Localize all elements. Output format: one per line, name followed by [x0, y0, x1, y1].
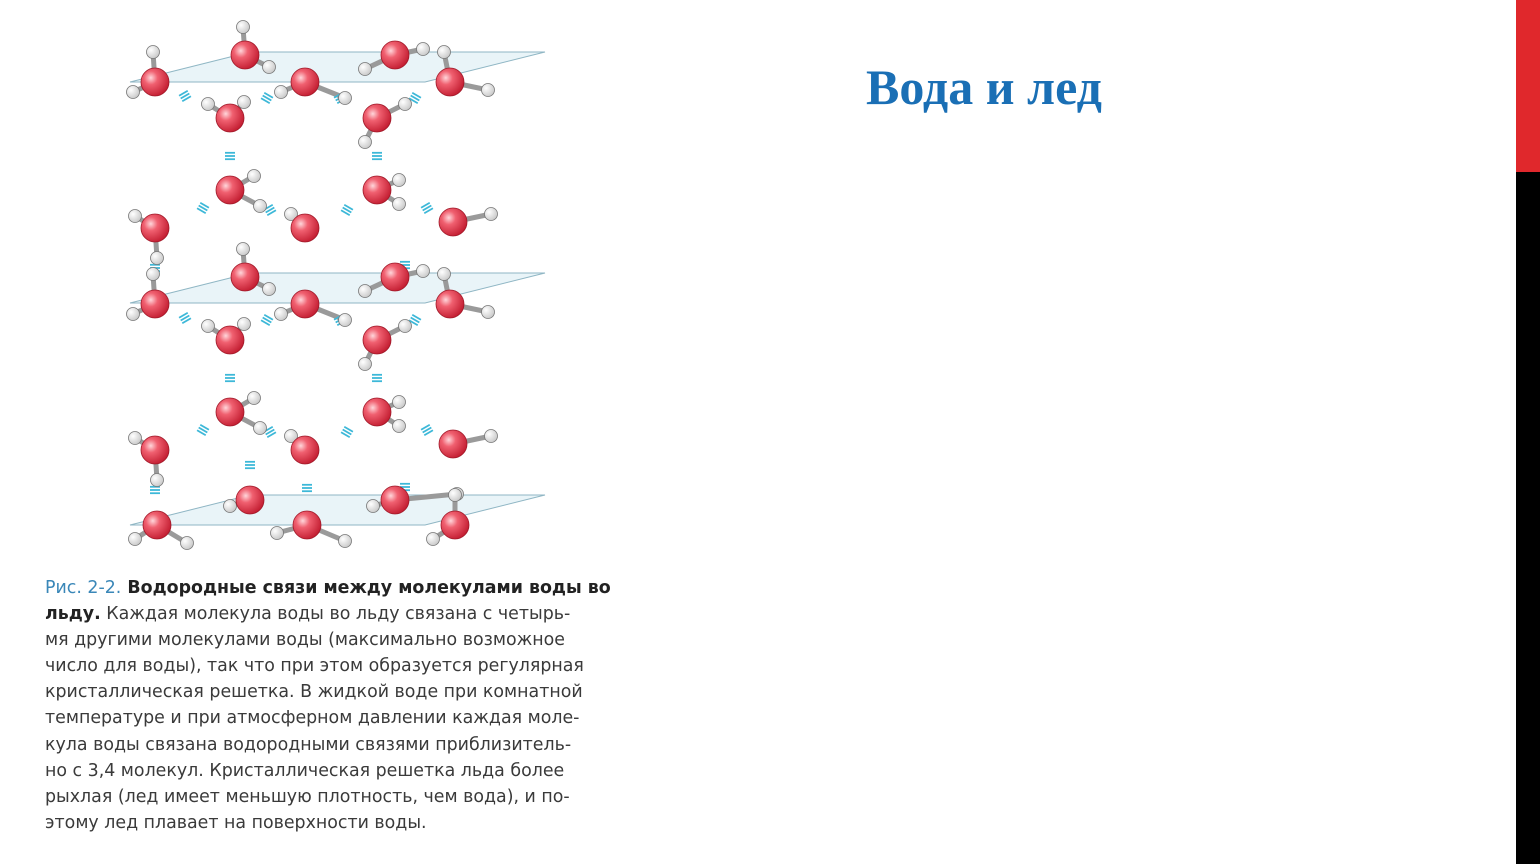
- slide-title: Вода и лед: [866, 59, 1102, 115]
- hydrogen-atom: [417, 265, 430, 278]
- oxygen-atom: [436, 68, 464, 96]
- hydrogen-atom: [359, 285, 372, 298]
- oxygen-atom: [231, 41, 259, 69]
- oxygen-atom: [141, 290, 169, 318]
- hydrogen-bond: [341, 427, 353, 438]
- lattice-plane: [130, 273, 545, 303]
- caption-line-1: [45, 575, 645, 601]
- caption-heading-part-2: льду.: [45, 604, 101, 625]
- hydrogen-atom: [129, 432, 142, 445]
- hydrogen-bond: [372, 153, 382, 159]
- lattice-plane: [130, 495, 545, 525]
- hydrogen-bond: [261, 315, 273, 326]
- caption-line-4: число для воды), так что при этом образуется регулярная: [45, 656, 584, 677]
- caption-line-2: [45, 601, 645, 627]
- caption-line-10: этому лед плавает на поверхности воды.: [45, 812, 427, 833]
- hydrogen-bond: [341, 205, 353, 216]
- hydrogen-atom: [202, 98, 215, 111]
- hydrogen-atom: [482, 84, 495, 97]
- hydrogen-atom: [393, 396, 406, 409]
- oxygen-atom: [143, 511, 171, 539]
- caption-line-9: рыхлая (лед имеет меньшую плотность, чем вода), и по-: [45, 786, 570, 807]
- hydrogen-atom: [393, 174, 406, 187]
- oxygen-atom: [439, 208, 467, 236]
- hydrogen-atom: [339, 535, 352, 548]
- oxygen-atom: [363, 326, 391, 354]
- oxygen-atom: [363, 104, 391, 132]
- ice-lattice-figure: [115, 10, 555, 555]
- oxygen-atom: [141, 214, 169, 242]
- hydrogen-bond: [197, 425, 209, 436]
- hydrogen-atom: [339, 314, 352, 327]
- caption-label: Рис. 2-2.: [45, 578, 122, 598]
- caption-text-2: Каждая молекула воды во льду связана с четырь-: [100, 604, 571, 625]
- hydrogen-atom: [399, 98, 412, 111]
- oxygen-atom: [141, 68, 169, 96]
- hydrogen-atom: [248, 392, 261, 405]
- hydrogen-atom: [359, 136, 372, 149]
- oxygen-atom: [291, 290, 319, 318]
- oxygen-atom: [291, 214, 319, 242]
- hydrogen-atom: [485, 208, 498, 221]
- hydrogen-atom: [275, 308, 288, 321]
- oxygen-atom: [381, 41, 409, 69]
- oxygen-atom: [216, 176, 244, 204]
- hydrogen-atom: [438, 46, 451, 59]
- oxygen-atom: [231, 263, 259, 291]
- hydrogen-atom: [127, 308, 140, 321]
- hydrogen-bond: [421, 203, 433, 214]
- accent-bar-black: [1516, 172, 1540, 864]
- hydrogen-atom: [367, 500, 380, 513]
- hydrogen-atom: [482, 306, 495, 319]
- hydrogen-atom: [224, 500, 237, 513]
- hydrogen-atom: [181, 537, 194, 550]
- hydrogen-atom: [263, 61, 276, 74]
- hydrogen-atom: [202, 320, 215, 333]
- hydrogen-atom: [393, 198, 406, 211]
- hydrogen-atom: [271, 527, 284, 540]
- oxygen-atom: [291, 68, 319, 96]
- hydrogen-atom: [129, 210, 142, 223]
- hydrogen-atom: [275, 86, 288, 99]
- oxygen-atom: [441, 511, 469, 539]
- hydrogen-atom: [339, 92, 352, 105]
- hydrogen-atom: [238, 96, 251, 109]
- hydrogen-atom: [127, 86, 140, 99]
- oxygen-atom: [363, 398, 391, 426]
- hydrogen-atom: [485, 430, 498, 443]
- hydrogen-atom: [237, 21, 250, 34]
- oxygen-atom: [381, 263, 409, 291]
- caption-line-3: мя другими молекулами воды (максимально возможное: [45, 630, 565, 651]
- hydrogen-atom: [238, 318, 251, 331]
- caption-line-7: кула воды связана водородными связями приблизитель-: [45, 734, 572, 755]
- ice-lattice-diagram: [115, 10, 555, 555]
- hydrogen-bond: [197, 203, 209, 214]
- oxygen-atom: [363, 176, 391, 204]
- hydrogen-bond: [225, 153, 235, 159]
- hydrogen-bond: [372, 375, 382, 381]
- hydrogen-atom: [151, 474, 164, 487]
- caption-line-5: кристаллическая решетка. В жидкой воде при комнатной: [45, 682, 583, 703]
- hydrogen-atom: [263, 283, 276, 296]
- hydrogen-bond: [261, 93, 273, 104]
- oxygen-atom: [216, 326, 244, 354]
- figure-caption: [45, 575, 645, 836]
- hydrogen-atom: [359, 63, 372, 76]
- accent-bar-red: [1516, 0, 1540, 172]
- hydrogen-atom: [254, 422, 267, 435]
- oxygen-atom: [236, 486, 264, 514]
- hydrogen-bond: [179, 91, 191, 102]
- hydrogen-atom: [151, 252, 164, 265]
- hydrogen-atom: [438, 268, 451, 281]
- hydrogen-bond: [245, 462, 255, 468]
- caption-line-8: но с 3,4 молекул. Кристаллическая решетка льда более: [45, 760, 565, 781]
- hydrogen-atom: [359, 358, 372, 371]
- oxygen-atom: [216, 104, 244, 132]
- oxygen-atom: [291, 436, 319, 464]
- caption-heading-part-1: Водородные связи между молекулами воды во: [121, 578, 611, 598]
- hydrogen-atom: [237, 243, 250, 256]
- hydrogen-atom: [147, 268, 160, 281]
- caption-line-6: температуре и при атмосферном давлении каждая моле-: [45, 708, 580, 729]
- hydrogen-atom: [393, 420, 406, 433]
- oxygen-atom: [436, 290, 464, 318]
- oxygen-atom: [381, 486, 409, 514]
- hydrogen-atom: [254, 200, 267, 213]
- oxygen-atom: [141, 436, 169, 464]
- hydrogen-bond: [302, 485, 312, 491]
- oxygen-atom: [293, 511, 321, 539]
- hydrogen-atom: [399, 320, 412, 333]
- hydrogen-bond: [179, 313, 191, 324]
- oxygen-atom: [439, 430, 467, 458]
- oxygen-atom: [216, 398, 244, 426]
- hydrogen-atom: [248, 170, 261, 183]
- hydrogen-atom: [449, 489, 462, 502]
- hydrogen-atom: [129, 533, 142, 546]
- hydrogen-bond: [421, 425, 433, 436]
- hydrogen-bond: [150, 487, 160, 493]
- lattice-plane: [130, 52, 545, 82]
- hydrogen-atom: [147, 46, 160, 59]
- hydrogen-bond: [225, 375, 235, 381]
- hydrogen-atom: [427, 533, 440, 546]
- hydrogen-atom: [417, 43, 430, 56]
